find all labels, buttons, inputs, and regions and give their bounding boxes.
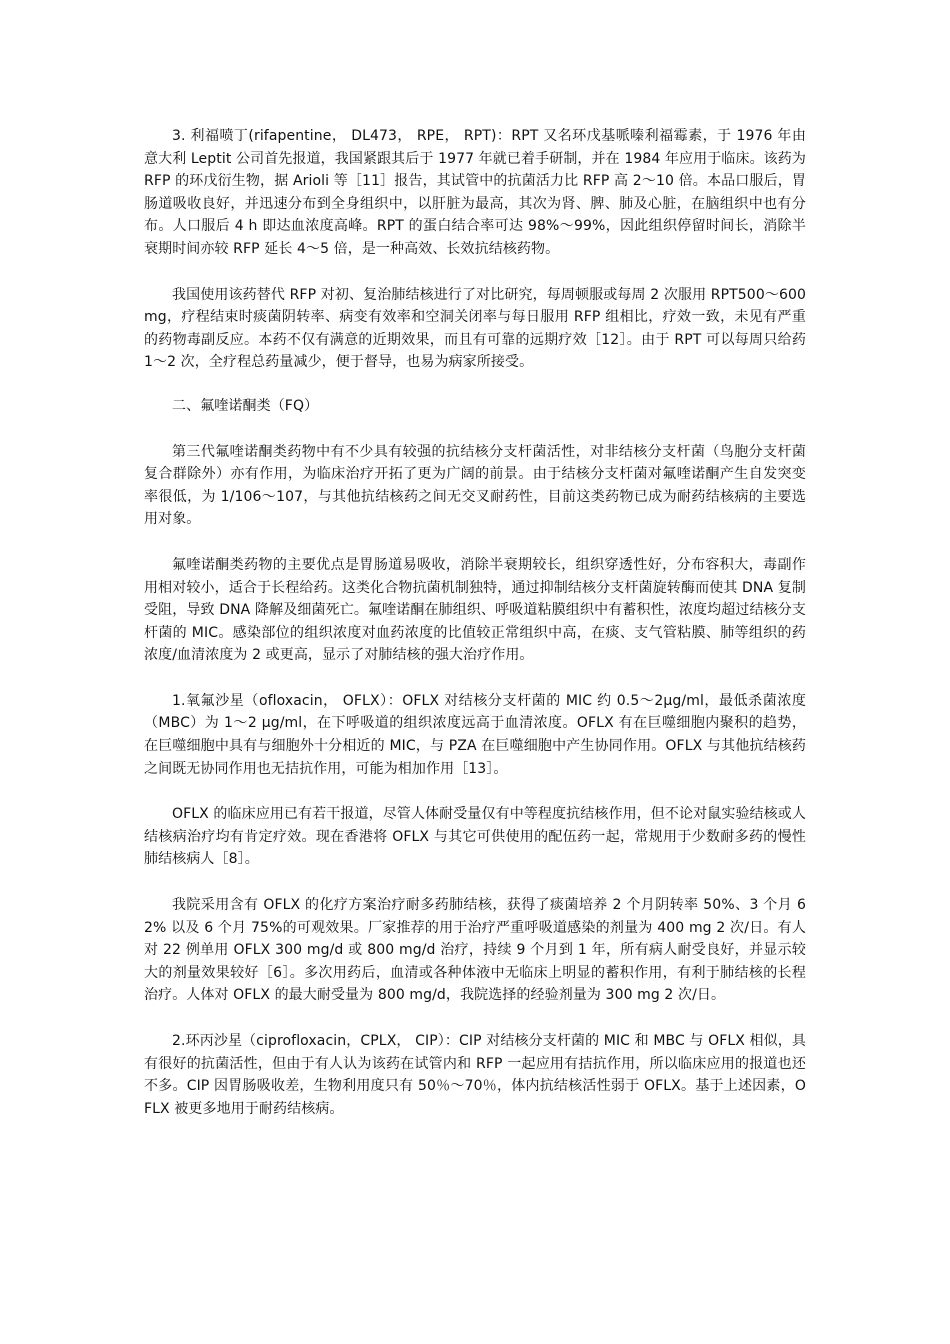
paragraph-oflx-hospital-results: 我院采用含有 OFLX 的化疗方案治疗耐多药肺结核，获得了痰菌培养 2 个月阴转率 50%、3 个月 62% 以及 6 个月 75%的可观效果。厂家推荐的用于治疗严重呼吸道感染的剂量为 400 mg 2 次/日。有人对 22 例单用 OFLX 300 mg/d 或 800 mg/d 治疗，持续 9 个月到 1 年，所有病人耐受良好，并显示较大的剂量效果较好［6］。多次用药后，血清或各种体液中无临床上明显的蓄积作用，有利于肺结核的长程治疗。人体对 OFLX 的最大耐受量为 800 mg/d，我院选择的经验剂量为 300 mg 2 次/日。	[144, 897, 806, 1004]
document-body	[144, 125, 806, 1120]
paragraph-rifapentine: 3. 利福喷丁(rifapentine， DL473， RPE， RPT)：RPT 又名环戊基哌嗪利福霉素，于 1976 年由意大利 Leptit 公司首先报道，我国紧跟其后于 1977 年就已着手研制，并在 1984 年应用于临床。该药为 RFP 的环戊衍生物，据 Arioli 等［11］报告，其试管中的抗菌活力比 RFP 高 2～10 倍。本品口服后，胃肠道吸收良好，并迅速分布到全身组织中，以肝脏为最高，其次为肾、脾、肺及心脏，在脑组织中也有分布。人口服后 4 h 即达血浓度高峰。RPT 的蛋白结合率可达 98%～99%，因此组织停留时间长，消除半衰期时间亦较 RFP 延长 4～5 倍，是一种高效、长效抗结核药物。	[144, 128, 806, 257]
paragraph-fq-advantages: 氟喹诺酮类药物的主要优点是胃肠道易吸收，消除半衰期较长，组织穿透性好，分布容积大，毒副作用相对较小，适合于长程给药。这类化合物抗菌机制独特，通过抑制结核分支杆菌旋转酶而使其 DNA 复制受阻，导致 DNA 降解及细菌死亡。氟喹诺酮在肺组织、呼吸道粘膜组织中有蓄积性，浓度均超过结核分支杆菌的 MIC。感染部位的组织浓度对血药浓度的比值较正常组织中高，在痰、支气管粘膜、肺等组织的药浓度/血清浓度为 2 或更高，显示了对肺结核的强大治疗作用。	[144, 556, 806, 664]
paragraph-oflx-clinical-use: OFLX 的临床应用已有若干报道，尽管人体耐受量仅有中等程度抗结核作用，但不论对鼠实验结核或人结核病治疗均有肯定疗效。现在香港将 OFLX 与其它可供使用的配伍药一起，常规用于少数耐多药的慢性肺结核病人［8］。	[144, 806, 806, 868]
paragraph-ciprofloxacin: 2.环丙沙星（ciprofloxacin，CPLX， CIP）：CIP 对结核分支杆菌的 MIC 和 MBC 与 OFLX 相似，具有很好的抗菌活性，但由于有人认为该药在试管内和 RFP 一起应用有拮抗作用，所以临床应用的报道也还不多。CIP 因胃肠吸收差，生物利用度只有 50％～70％，体内抗结核活性弱于 OFLX。基于上述因素，OFLX 被更多地用于耐药结核病。	[144, 1033, 806, 1117]
paragraph-ofloxacin: 1.氧氟沙星（ofloxacin， OFLX）：OFLX 对结核分支杆菌的 MIC 约 0.5～2μg/ml，最低杀菌浓度（MBC）为 1～2 μg/ml，在下呼吸道的组织浓度远高于血清浓度。OFLX 有在巨噬细胞内聚积的趋势，在巨噬细胞中具有与细胞外十分相近的 MIC，与 PZA 在巨噬细胞中产生协同作用。OFLX 与其他抗结核药之间既无协同作用也无拮抗作用，可能为相加作用［13］。	[144, 692, 806, 777]
paragraph-rpt-clinical-study: 我国使用该药替代 RFP 对初、复治肺结核进行了对比研究，每周顿服或每周 2 次服用 RPT500～600 mg，疗程结束时痰菌阴转率、病变有效率和空洞关闭率与每日服用 RFP 组相比，疗效一致，未见有严重的药物毒副反应。本药不仅有满意的近期效果，而且有可靠的远期疗效［12］。由于 RPT 可以每周只给药 1～2 次，全疗程总药量减少，便于督导，也易为病家所接受。	[144, 286, 806, 371]
paragraph-fq-third-generation: 第三代氟喹诺酮类药物中有不少具有较强的抗结核分支杆菌活性，对非结核分支杆菌（鸟胞分支杆菌复合群除外）亦有作用，为临床治疗开拓了更为广阔的前景。由于结核分支杆菌对氟喹诺酮产生自发突变率很低，为 1/106～107，与其他抗结核药之间无交叉耐药性，目前这类药物已成为耐药结核病的主要选用对象。	[144, 443, 806, 528]
section-heading-fluoroquinolones: 二、氟喹诺酮类（FQ）	[172, 397, 319, 414]
